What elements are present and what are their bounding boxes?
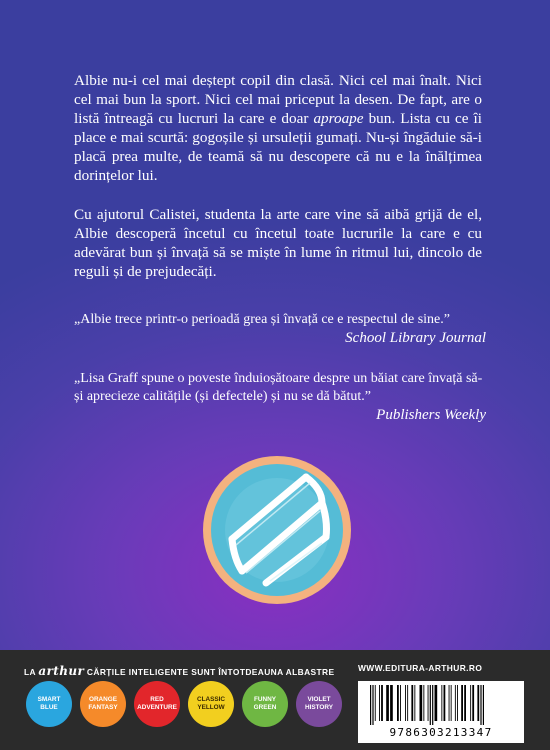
barcode-bars <box>368 685 514 725</box>
collection-badge-label: VIOLET HISTORY <box>304 696 334 711</box>
review-quote-source: Publishers Weekly <box>376 407 486 423</box>
collection-badge-label: SMART BLUE <box>37 696 61 711</box>
tagline-suffix: CĂRȚILE INTELIGENTE SUNT ÎNTOTDEAUNA ALBASTRE <box>84 667 335 677</box>
review-quote-text: „Albie trece printr-o perioadă grea și învață ce e respectul de sine.” <box>74 312 450 327</box>
publisher-logo: arthur <box>38 664 85 678</box>
collection-badge-red-adventure <box>134 681 180 727</box>
collection-badge-funny-green <box>242 681 288 727</box>
blurb-paragraph-1 <box>74 71 482 185</box>
blurb-text-start: Albie nu-i cel mai deștept copil din clasă. Nici cel mai înalt. Nici cel mai bun la sport. Nici cel mai priceput la desen. De fapt, are o listă întreagă cu lucruri la care e doar <box>74 72 482 127</box>
isbn-barcode <box>358 681 524 743</box>
collection-badge-classic-yellow <box>188 681 234 727</box>
publisher-footer <box>0 650 550 750</box>
tagline-prefix: LA <box>24 667 39 677</box>
collection-badge-label: RED ADVENTURE <box>137 696 177 711</box>
blurb-emphasis: aproape <box>313 110 364 127</box>
collection-badge-violet-history <box>296 681 342 727</box>
publisher-tagline <box>24 664 334 678</box>
publisher-url: WWW.EDITURA-ARTHUR.RO <box>358 663 483 673</box>
blurb-paragraph-2: Cu ajutorul Calistei, studenta la arte care vine să aibă grijă de el, Albie descoperă încetul cu încetul toate lucrurile la care e cu adevărat bun și învață să se miște în lume în ritmul lui, dincolo de reguli și de prejudecăți. <box>74 206 482 280</box>
collection-badge-orange-fantasy <box>80 681 126 727</box>
collection-badge-label: CLASSIC YELLOW <box>196 696 226 711</box>
blurb-text-end: bun. Lista cu ce îi place e mai scurtă: gogoșile și ursuleții gumați. Nu-și îngăduie să-i placă prea multe, de teamă să nu descopere că nu e la înălțimea dorințelor lui. <box>74 110 482 184</box>
review-quote-1 <box>74 311 486 347</box>
review-quote-text: „Lisa Graff spune o poveste înduioșătoare despre un băiat care învață să-și aprecieze calitățile (și defectele) și nu se dă bătut.” <box>74 371 483 404</box>
collection-badge-label: ORANGE FANTASY <box>88 696 118 711</box>
isbn-number: 9786303213347 <box>389 726 493 739</box>
review-quote-source: School Library Journal <box>345 330 486 346</box>
collection-badges <box>26 681 346 737</box>
collection-badge-label: FUNNY GREEN <box>253 696 277 711</box>
donut-illustration <box>202 455 352 605</box>
collection-badge-smart-blue <box>26 681 72 727</box>
review-quote-2 <box>74 370 486 424</box>
